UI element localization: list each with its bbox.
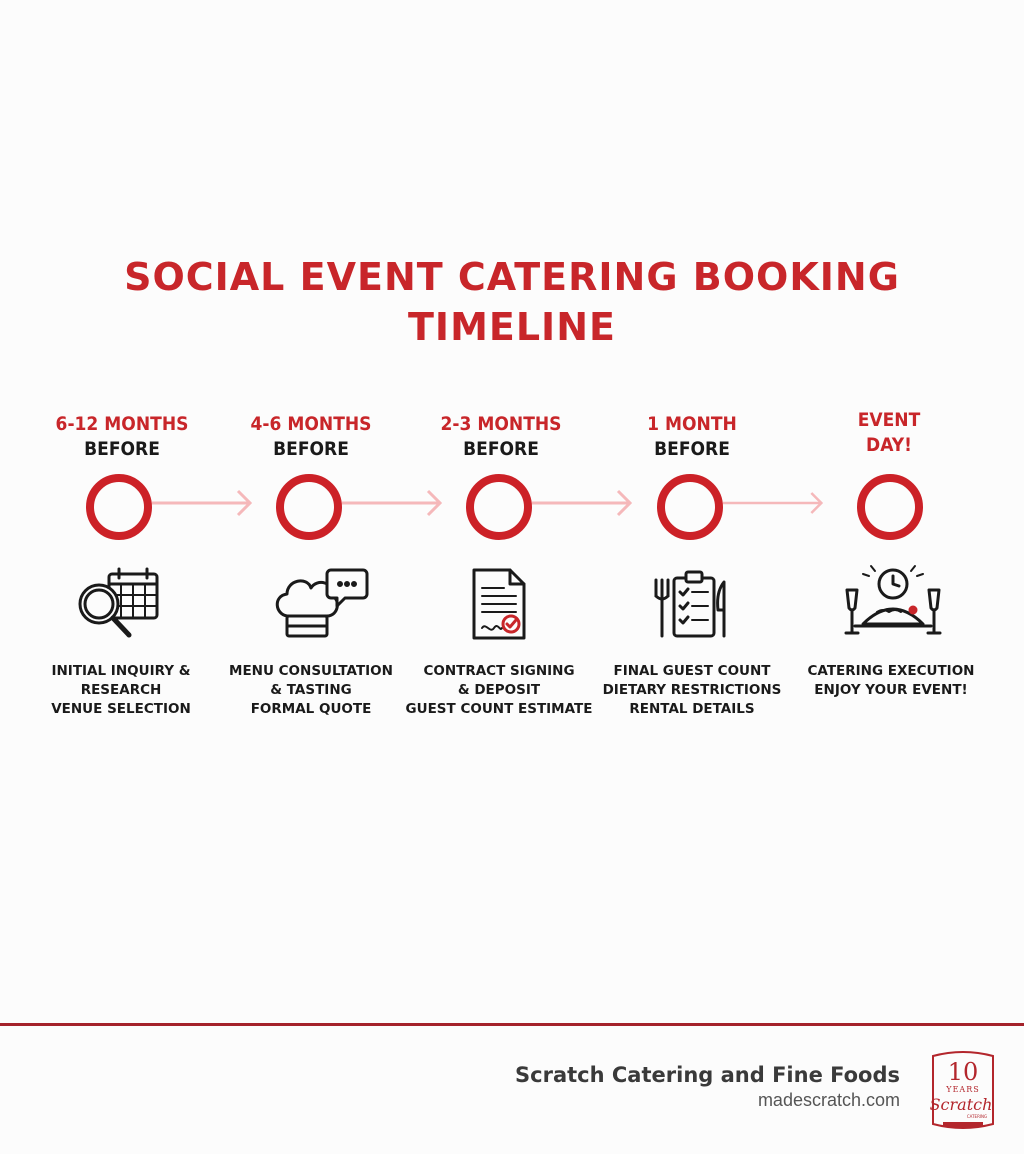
timeline-step-4 [592, 400, 792, 462]
step-5-label [799, 396, 979, 458]
logo-script: Scratch [929, 1095, 993, 1114]
step-3-when: BEFORE [463, 438, 539, 460]
page-title [0, 252, 1024, 352]
step-3-desc-line: GUEST COUNT ESTIMATE [405, 701, 593, 717]
step-3-desc-line: CONTRACT SIGNING [423, 663, 575, 679]
step-1-label [32, 400, 212, 462]
step-4-time: 1 MONTH [647, 413, 737, 435]
step-2-label [221, 400, 401, 462]
step-1-desc-line: VENUE SELECTION [51, 701, 191, 717]
checklist-clipboard-icon [642, 560, 742, 650]
timeline-node-4 [657, 474, 723, 540]
step-2-desc-line: & TASTING [270, 682, 352, 698]
contract-document-icon [450, 560, 550, 650]
step-2-time: 4-6 MONTHS [250, 413, 372, 435]
anniversary-logo-icon [925, 1050, 1001, 1134]
timeline-arrow-4 [723, 485, 823, 521]
title-line-2: TIMELINE [408, 305, 616, 349]
timeline-step-2 [211, 400, 411, 462]
step-2-desc-line: FORMAL QUOTE [250, 701, 372, 717]
step-2-when: BEFORE [273, 438, 349, 460]
step-3-description [389, 662, 609, 719]
timeline-node-5 [857, 474, 923, 540]
step-3-time: 2-3 MONTHS [440, 413, 562, 435]
calendar-magnifier-icon [73, 560, 173, 650]
timeline-node-2 [276, 474, 342, 540]
event-dinner-clock-icon [833, 560, 953, 650]
timeline-step-1 [22, 400, 222, 462]
step-5-time: EVENT [857, 409, 921, 431]
step-5-description [781, 662, 1001, 700]
step-1-when: BEFORE [84, 438, 160, 460]
step-1-desc-line: RESEARCH [80, 682, 162, 698]
company-url: madescratch.com [757, 1090, 900, 1110]
timeline-step-3 [401, 400, 601, 462]
step-1-desc-line: INITIAL INQUIRY & [51, 663, 191, 679]
timeline-arrow-3 [532, 485, 632, 521]
timeline-node-3 [466, 474, 532, 540]
step-4-desc-line: DIETARY RESTRICTIONS [602, 682, 782, 698]
timeline-node-1 [86, 474, 152, 540]
step-1-description [11, 662, 231, 719]
step-4-desc-line: FINAL GUEST COUNT [613, 663, 771, 679]
step-4-description [582, 662, 802, 719]
timeline-arrow-1 [152, 485, 252, 521]
title-line-1: SOCIAL EVENT CATERING BOOKING [124, 255, 900, 299]
step-5-when: DAY! [866, 434, 912, 456]
chef-hat-chat-icon [271, 560, 371, 650]
step-2-desc-line: MENU CONSULTATION [229, 663, 393, 679]
company-name: Scratch Catering and Fine Foods [515, 1063, 900, 1087]
step-2-description [201, 662, 421, 719]
step-1-time: 6-12 MONTHS [55, 413, 189, 435]
step-3-desc-line: & DEPOSIT [457, 682, 541, 698]
step-3-label [411, 400, 591, 462]
footer-divider [0, 1023, 1024, 1026]
step-4-desc-line: RENTAL DETAILS [629, 701, 755, 717]
timeline-step-5 [789, 396, 989, 458]
timeline-arrow-2 [342, 485, 442, 521]
step-4-when: BEFORE [654, 438, 730, 460]
step-5-desc-line: ENJOY YOUR EVENT! [814, 682, 968, 698]
step-5-desc-line: CATERING EXECUTION [807, 663, 975, 679]
logo-small-text: CATERING [966, 1114, 988, 1119]
logo-years: YEARS [946, 1085, 980, 1094]
logo-number: 10 [947, 1058, 979, 1086]
step-4-label [602, 400, 782, 462]
